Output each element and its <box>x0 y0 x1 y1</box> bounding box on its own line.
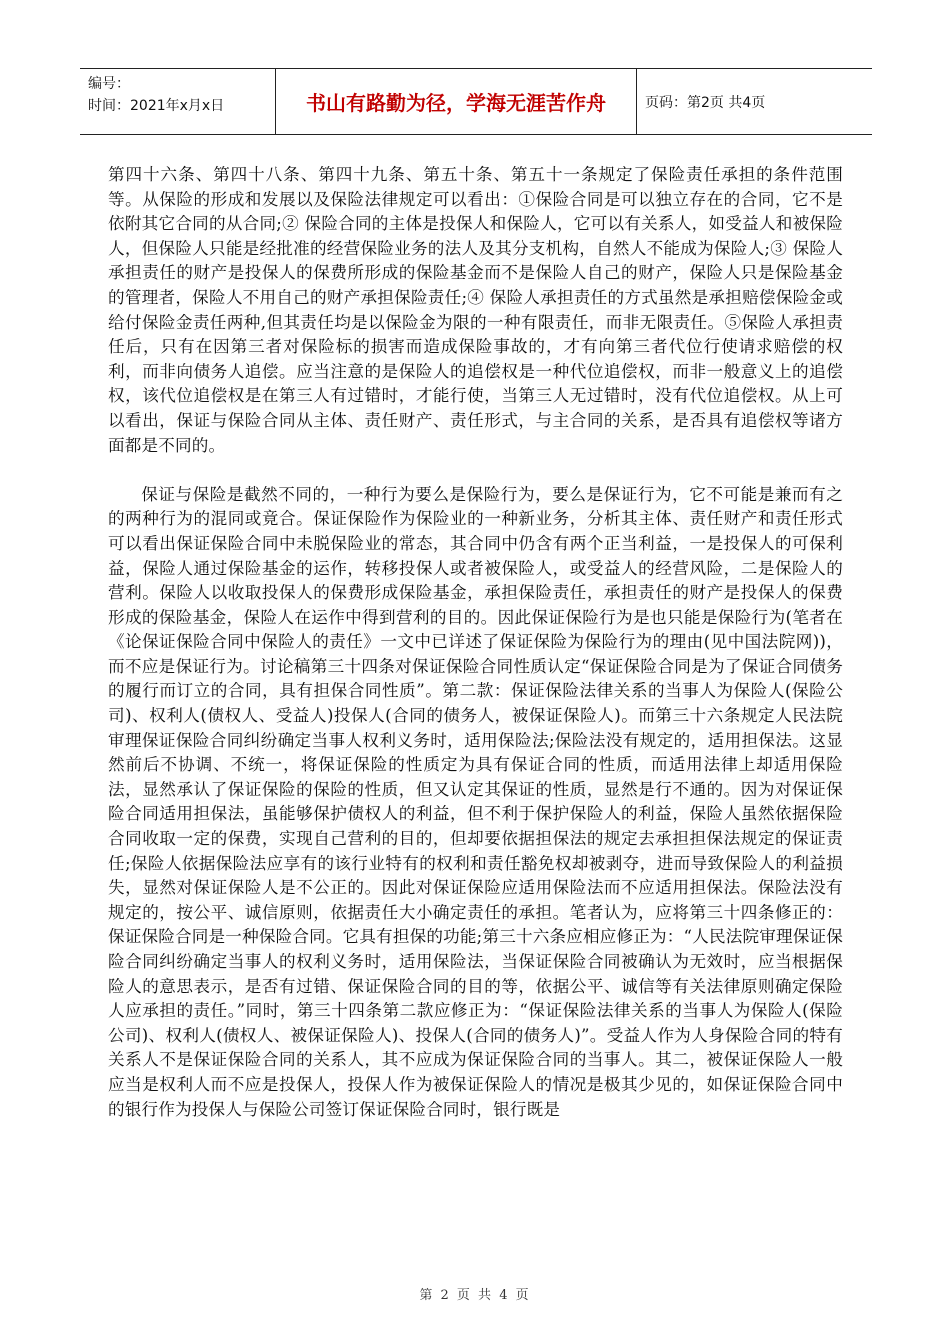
body-paragraph-2: 保证与保险是截然不同的，一种行为要么是保险行为，要么是保证行为，它不可能是兼而有之的两种行为的混同或竟合。保证保险作为保险业的一种新业务，分析其主体、责任财产和责任形式可以看出保证保险合同中未脱保险业的常态，其合同中仍含有两个正当利益，一是投保人的可保利益，保险人通过保险基金的运作，转移投保人或者被保险人，或受益人的经营风险，二是保险人的营利。保险人以收取投保人的保费形成保险基金，承担保险责任，承担责任的财产是投保人的保费形成的保险基金，保险人在运作中得到营利的目的。因此保证保险行为是也只能是保险行为(笔者在《论保证保险合同中保险人的责任》一文中已详述了保证保险为保险行为的理由(见中国法院网))，而不应是保证行为。讨论稿第三十四条对保证保险合同性质认定“保证保险合同是为了保证合同债务的履行而订立的合同，具有担保合同性质”。第二款：保证保险法律关系的当事人为保险人(保险公司)、权利人(债权人、受益人)投保人(合同的债务人，被保证保险人)。而第三十六条规定人民法院审理保证保险合同纠纷确定当事人权利义务时，适用保险法;保险法没有规定的，适用担保法。这显然前后不协调、不统一，将保证保险的性质定为具有保证合同的性质，而适用法律上却适用保险法，显然承认了保证保险的保险的性质，但又认定其保证的性质，显然是行不通的。因为对保证保险合同适用担保法，虽能够保护债权人的利益，但不利于保护保险人的利益，保险人虽然依据保险合同收取一定的保费，实现自己营利的目的，但却要依据担保法的规定去承担担保法规定的保证责任;保险人依据保险法应享有的该行业特有的权利和责任豁免权却被剥夺，进而导致保险人的利益损失，显然对保证保险人是不公正的。因此对保证保险应适用保险法而不应适用担保法。保险法没有规定的，按公平、诚信原则，依据责任大小确定责任的承担。笔者认为，应将第三十四条修正的：保证保险合同是一种保险合同。它具有担保的功能;第三十六条应相应修正为：“人民法院审理保证保险合同纠纷确定当事人的权利义务时，适用保险法，当保证保险合同被确认为无效时，应当根据保险人的意思表示，是否有过错、保证保险合同的目的等，依据公平、诚信等有关法律原则确定保险人应承担的责任。”同时，第三十四条第二款应修正为：“保证保险法律关系的当事人为保险人(保险公司)、权利人(债权人、被保证保险人)、投保人(合同的债务人)”。受益人作为人身保险合同的特有关系人不是保证保险合同的关系人，其不应成为保证保险合同的当事人。其二，被保证保险人一般应当是权利人而不应是投保人，投保人作为被保证保险人的情况是极其少见的，如保证保险合同中的银行作为投保人与保险公司签订保证保险合同时，银行既是 <box>108 484 843 1119</box>
header-meta <box>80 69 276 134</box>
header-motto: 书山有路勤为径，学海无涯苦作舟 <box>276 69 637 134</box>
page-header <box>80 68 872 135</box>
header-page-info: 页码：第2页 共4页 <box>645 94 766 111</box>
body-paragraph-1: 第四十六条、第四十八条、第四十九条、第五十条、第五十一条规定了保险责任承担的条件范围等。从保险的形成和发展以及保险法律规定可以看出：①保险合同是可以独立存在的合同，它不是依附其它合同的从合同;② 保险合同的主体是投保人和保险人，它可以有关系人，如受益人和被保险人，但保险人只能是经批准的经营保险业务的法人及其分支机构，自然人不能成为保险人;③ 保险人承担责任的财产是投保人的保费所形成的保险基金而不是保险人自己的财产，保险人只是保险基金的管理者，保险人不用自己的财产承担保险责任;④ 保险人承担责任的方式虽然是承担赔偿保险金或给付保险金责任两种,但其责任均是以保险金为限的一种有限责任，而非无限责任。⑤保险人承担责任后，只有在因第三者对保险标的损害而造成保险事故的，才有向第三者代位行使请求赔偿的权利，而非向债务人追偿。应当注意的是保险人的追偿权是一种代位追偿权，而非一般意义上的追偿权，该代位追偿权是在第三人有过错时，才能行使，当第三人无过错时，没有代位追偿权。从上可以看出，保证与保险合同从主体、责任财产、责任形式，与主合同的关系，是否具有追偿权等诸方面都是不同的。 <box>108 165 843 455</box>
document-body <box>108 163 843 1122</box>
document-time-label: 时间：2021年x月x日 <box>88 98 225 114</box>
page-footer: 第 2 页 共 4 页 <box>419 1288 531 1303</box>
document-number-label: 编号： <box>88 76 130 92</box>
